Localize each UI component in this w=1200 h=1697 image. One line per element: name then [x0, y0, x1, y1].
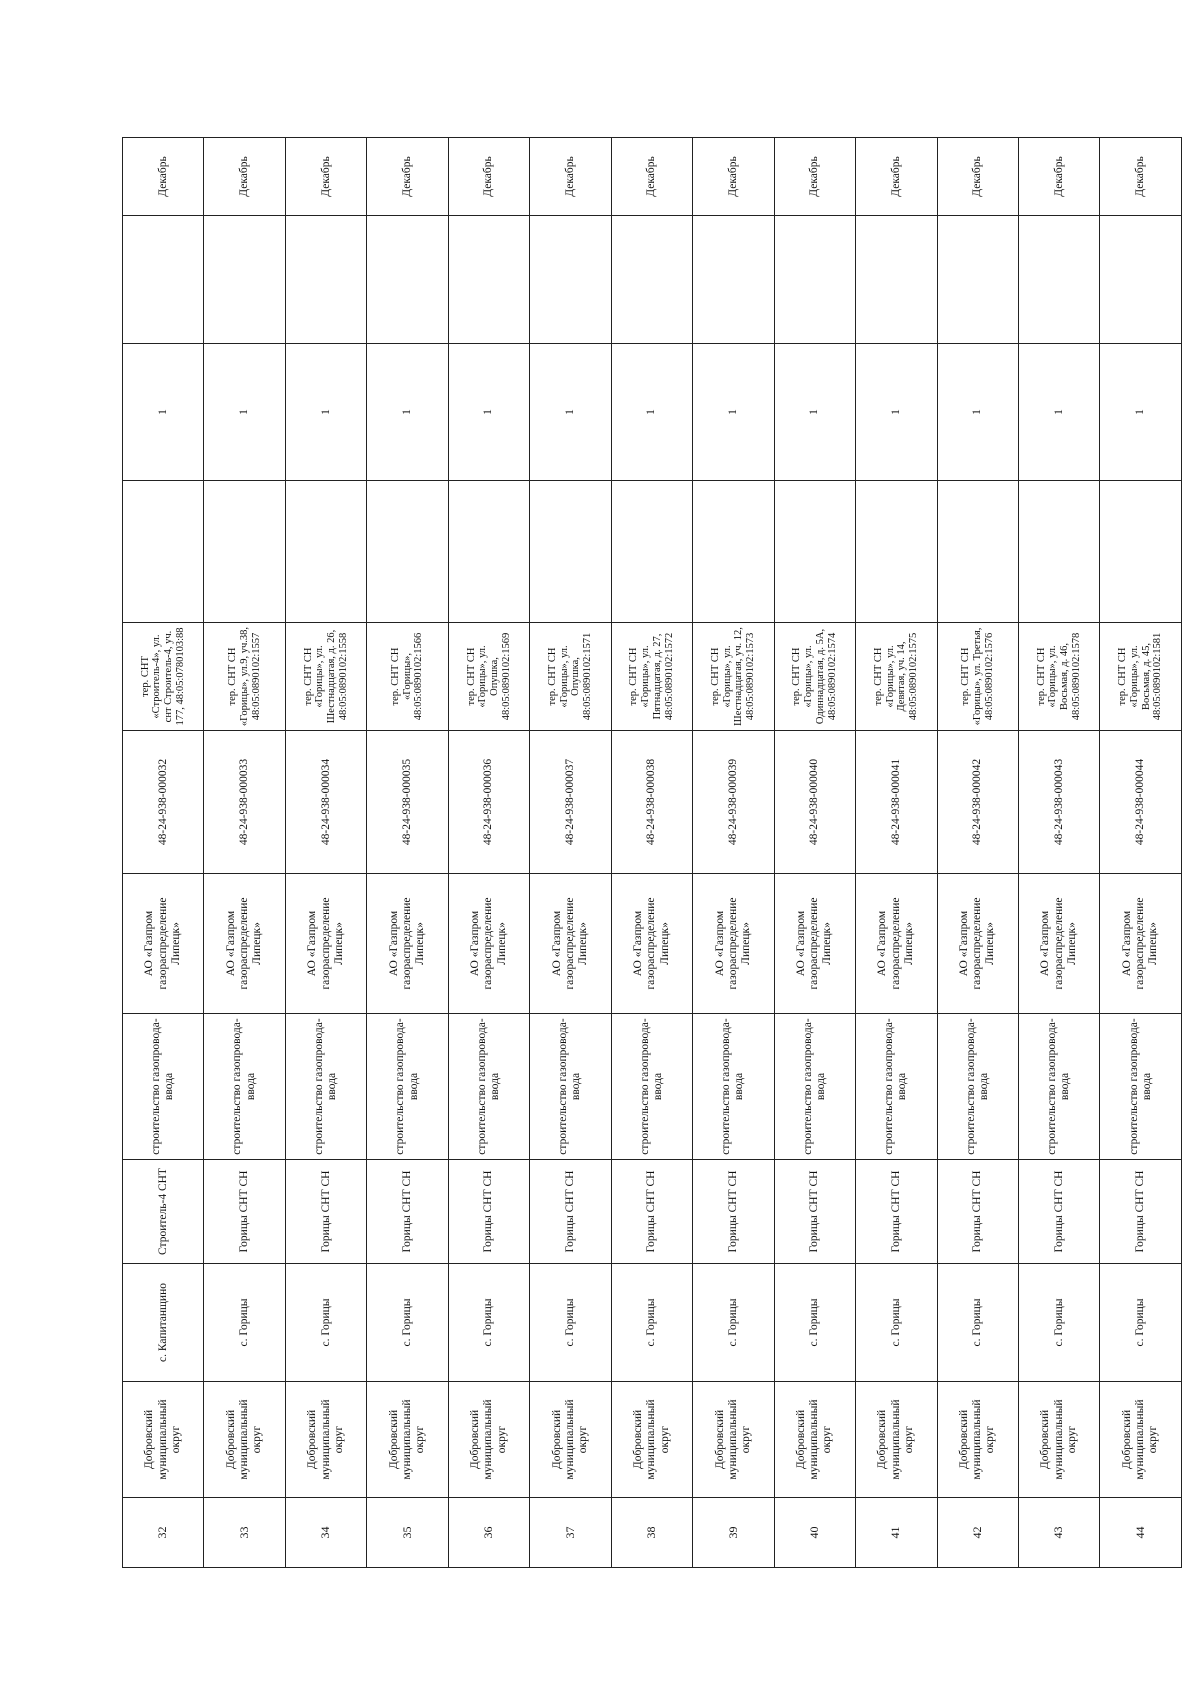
quantity-cell: 1	[204, 344, 285, 481]
work-type-cell: строительство газопровода-ввода	[204, 1014, 285, 1160]
settlement-cell: с. Горицы	[856, 1264, 937, 1382]
work-type-cell: строительство газопровода-ввода	[530, 1014, 611, 1160]
row-number: 36	[448, 1498, 529, 1568]
empty-cell	[937, 216, 1018, 344]
work-type-cell: строительство газопровода-ввода	[1018, 1014, 1099, 1160]
empty-cell	[123, 481, 204, 623]
code-cell: 48-24-938-000036	[448, 731, 529, 874]
code-cell: 48-24-938-000044	[1100, 731, 1182, 874]
settlement-cell: с. Горицы	[611, 1264, 692, 1382]
quantity-cell: 1	[611, 344, 692, 481]
empty-cell	[1100, 481, 1182, 623]
object-cell: Горицы СНТ СН	[530, 1160, 611, 1264]
work-type-cell: строительство газопровода-ввода	[285, 1014, 366, 1160]
quantity-cell: 1	[937, 344, 1018, 481]
code-cell: 48-24-938-000037	[530, 731, 611, 874]
empty-cell	[693, 481, 774, 623]
object-cell: Горицы СНТ СН	[285, 1160, 366, 1264]
empty-cell	[123, 216, 204, 344]
month-cell: Декабрь	[448, 138, 529, 216]
empty-cell	[856, 481, 937, 623]
empty-cell	[774, 481, 855, 623]
row-number: 33	[204, 1498, 285, 1568]
settlement-cell: с. Горицы	[367, 1264, 448, 1382]
table-row	[1100, 138, 1182, 1568]
district-cell: Добровский муниципальный округ	[285, 1382, 366, 1498]
settlement-cell: с. Горицы	[285, 1264, 366, 1382]
address-cell: тер. СНТ СН «Горицы», ул. Одиннадцатая, д. 5А, 48:05:0890102:1574	[774, 623, 855, 731]
row-number: 38	[611, 1498, 692, 1568]
address-cell: тер. СНТ СН «Горицы», 48:05:0890102:1566	[367, 623, 448, 731]
table-row	[204, 138, 285, 1568]
object-cell: Горицы СНТ СН	[611, 1160, 692, 1264]
empty-cell	[448, 481, 529, 623]
table-row	[611, 138, 692, 1568]
district-cell: Добровский муниципальный округ	[937, 1382, 1018, 1498]
empty-cell	[1100, 216, 1182, 344]
district-cell: Добровский муниципальный округ	[1100, 1382, 1182, 1498]
month-cell: Декабрь	[285, 138, 366, 216]
quantity-cell: 1	[1100, 344, 1182, 481]
row-number: 40	[774, 1498, 855, 1568]
settlement-cell: с. Горицы	[1018, 1264, 1099, 1382]
object-cell: Горицы СНТ СН	[937, 1160, 1018, 1264]
district-cell: Добровский муниципальный округ	[530, 1382, 611, 1498]
district-cell: Добровский муниципальный округ	[856, 1382, 937, 1498]
address-cell: тер. СНТ СН «Горицы», ул. Девятая, уч. 14, 48:05:0890102:1575	[856, 623, 937, 731]
empty-cell	[204, 216, 285, 344]
quantity-cell: 1	[367, 344, 448, 481]
empty-cell	[693, 216, 774, 344]
address-cell: тер. СНТ СН «Горицы», ул. Шестнадцатая, уч. 12, 48:05:0890102:1573	[693, 623, 774, 731]
quantity-cell: 1	[285, 344, 366, 481]
empty-cell	[611, 216, 692, 344]
empty-cell	[611, 481, 692, 623]
month-cell: Декабрь	[693, 138, 774, 216]
month-cell: Декабрь	[1018, 138, 1099, 216]
empty-cell	[285, 481, 366, 623]
row-number: 39	[693, 1498, 774, 1568]
row-number: 35	[367, 1498, 448, 1568]
empty-cell	[367, 481, 448, 623]
gas-pipeline-plan-table	[122, 137, 1182, 1568]
settlement-cell: с. Горицы	[1100, 1264, 1182, 1382]
quantity-cell: 1	[774, 344, 855, 481]
row-number: 43	[1018, 1498, 1099, 1568]
code-cell: 48-24-938-000035	[367, 731, 448, 874]
district-cell: Добровский муниципальный округ	[204, 1382, 285, 1498]
empty-cell	[367, 216, 448, 344]
work-type-cell: строительство газопровода-ввода	[611, 1014, 692, 1160]
object-cell: Горицы СНТ СН	[1100, 1160, 1182, 1264]
address-cell: тер. СНТ СН «Горицы», ул. Третья, 48:05:0890102:1576	[937, 623, 1018, 731]
month-cell: Декабрь	[367, 138, 448, 216]
object-cell: Горицы СНТ СН	[774, 1160, 855, 1264]
district-cell: Добровский муниципальный округ	[448, 1382, 529, 1498]
settlement-cell: с. Горицы	[937, 1264, 1018, 1382]
district-cell: Добровский муниципальный округ	[1018, 1382, 1099, 1498]
work-type-cell: строительство газопровода-ввода	[448, 1014, 529, 1160]
address-cell: тер. СНТ «Строитель-4», ул. снт Строитель-4, уч. 177, 48:05:0780103:88	[123, 623, 204, 731]
code-cell: 48-24-938-000038	[611, 731, 692, 874]
work-type-cell: строительство газопровода-ввода	[1100, 1014, 1182, 1160]
rotated-page	[122, 138, 1182, 1568]
organization-cell: АО «Газпром газораспределение Липецк»	[123, 874, 204, 1014]
organization-cell: АО «Газпром газораспределение Липецк»	[1100, 874, 1182, 1014]
empty-cell	[530, 481, 611, 623]
district-cell: Добровский муниципальный округ	[774, 1382, 855, 1498]
organization-cell: АО «Газпром газораспределение Липецк»	[285, 874, 366, 1014]
code-cell: 48-24-938-000043	[1018, 731, 1099, 874]
district-cell: Добровский муниципальный округ	[123, 1382, 204, 1498]
organization-cell: АО «Газпром газораспределение Липецк»	[530, 874, 611, 1014]
settlement-cell: с. Горицы	[530, 1264, 611, 1382]
empty-cell	[774, 216, 855, 344]
organization-cell: АО «Газпром газораспределение Липецк»	[693, 874, 774, 1014]
quantity-cell: 1	[530, 344, 611, 481]
quantity-cell: 1	[448, 344, 529, 481]
row-number: 32	[123, 1498, 204, 1568]
code-cell: 48-24-938-000032	[123, 731, 204, 874]
object-cell: Строитель-4 СНТ	[123, 1160, 204, 1264]
quantity-cell: 1	[1018, 344, 1099, 481]
empty-cell	[448, 216, 529, 344]
empty-cell	[1018, 216, 1099, 344]
month-cell: Декабрь	[856, 138, 937, 216]
work-type-cell: строительство газопровода-ввода	[693, 1014, 774, 1160]
work-type-cell: строительство газопровода-ввода	[367, 1014, 448, 1160]
work-type-cell: строительство газопровода-ввода	[774, 1014, 855, 1160]
address-cell: тер. СНТ СН «Горицы», ул. Пятнадцатая, д. 27, 48:05:0890102:1572	[611, 623, 692, 731]
table-row	[774, 138, 855, 1568]
address-cell: тер. СНТ СН «Горицы», ул. Восьмая, д. 46, 48:05:0890102:1578	[1018, 623, 1099, 731]
table-row	[285, 138, 366, 1568]
code-cell: 48-24-938-000042	[937, 731, 1018, 874]
quantity-cell: 1	[123, 344, 204, 481]
table-row	[693, 138, 774, 1568]
settlement-cell: с. Горицы	[774, 1264, 855, 1382]
organization-cell: АО «Газпром газораспределение Липецк»	[204, 874, 285, 1014]
organization-cell: АО «Газпром газораспределение Липецк»	[367, 874, 448, 1014]
empty-cell	[530, 216, 611, 344]
district-cell: Добровский муниципальный округ	[611, 1382, 692, 1498]
code-cell: 48-24-938-000040	[774, 731, 855, 874]
settlement-cell: с. Горицы	[204, 1264, 285, 1382]
organization-cell: АО «Газпром газораспределение Липецк»	[774, 874, 855, 1014]
code-cell: 48-24-938-000039	[693, 731, 774, 874]
month-cell: Декабрь	[204, 138, 285, 216]
quantity-cell: 1	[856, 344, 937, 481]
month-cell: Декабрь	[123, 138, 204, 216]
address-cell: тер. СНТ СН «Горицы», ул. Опушка, 48:05:0890102:1569	[448, 623, 529, 731]
row-number: 44	[1100, 1498, 1182, 1568]
month-cell: Декабрь	[937, 138, 1018, 216]
table-row	[123, 138, 204, 1568]
object-cell: Горицы СНТ СН	[693, 1160, 774, 1264]
row-number: 34	[285, 1498, 366, 1568]
table-row	[856, 138, 937, 1568]
organization-cell: АО «Газпром газораспределение Липецк»	[1018, 874, 1099, 1014]
organization-cell: АО «Газпром газораспределение Липецк»	[856, 874, 937, 1014]
settlement-cell: с. Горицы	[693, 1264, 774, 1382]
organization-cell: АО «Газпром газораспределение Липецк»	[448, 874, 529, 1014]
row-number: 41	[856, 1498, 937, 1568]
address-cell: тер. СНТ СН «Горицы», ул. Опушка, 48:05:0890102:1571	[530, 623, 611, 731]
work-type-cell: строительство газопровода-ввода	[856, 1014, 937, 1160]
settlement-cell: с. Горицы	[448, 1264, 529, 1382]
organization-cell: АО «Газпром газораспределение Липецк»	[937, 874, 1018, 1014]
empty-cell	[1018, 481, 1099, 623]
work-type-cell: строительство газопровода-ввода	[123, 1014, 204, 1160]
row-number: 42	[937, 1498, 1018, 1568]
empty-cell	[856, 216, 937, 344]
quantity-cell: 1	[693, 344, 774, 481]
code-cell: 48-24-938-000033	[204, 731, 285, 874]
address-cell: тер. СНТ СН «Горицы», ул. Шестнадцатая, д. 26, 48:05:0890102:1558	[285, 623, 366, 731]
address-cell: тер. СНТ СН «Горицы», ул.9, уч.38, 48:05:0890102:1557	[204, 623, 285, 731]
work-type-cell: строительство газопровода-ввода	[937, 1014, 1018, 1160]
object-cell: Горицы СНТ СН	[856, 1160, 937, 1264]
table-row	[530, 138, 611, 1568]
settlement-cell: с. Капитанщино	[123, 1264, 204, 1382]
district-cell: Добровский муниципальный округ	[367, 1382, 448, 1498]
object-cell: Горицы СНТ СН	[448, 1160, 529, 1264]
table-row	[937, 138, 1018, 1568]
row-number: 37	[530, 1498, 611, 1568]
table-row	[1018, 138, 1099, 1568]
code-cell: 48-24-938-000034	[285, 731, 366, 874]
empty-cell	[285, 216, 366, 344]
empty-cell	[204, 481, 285, 623]
object-cell: Горицы СНТ СН	[1018, 1160, 1099, 1264]
object-cell: Горицы СНТ СН	[204, 1160, 285, 1264]
empty-cell	[937, 481, 1018, 623]
table-row	[448, 138, 529, 1568]
month-cell: Декабрь	[611, 138, 692, 216]
address-cell: тер. СНТ СН «Горицы», ул. Восьмая, д. 45, 48:05:0890102:1581	[1100, 623, 1182, 731]
object-cell: Горицы СНТ СН	[367, 1160, 448, 1264]
month-cell: Декабрь	[530, 138, 611, 216]
month-cell: Декабрь	[774, 138, 855, 216]
code-cell: 48-24-938-000041	[856, 731, 937, 874]
district-cell: Добровский муниципальный округ	[693, 1382, 774, 1498]
table-row	[367, 138, 448, 1568]
month-cell: Декабрь	[1100, 138, 1182, 216]
organization-cell: АО «Газпром газораспределение Липецк»	[611, 874, 692, 1014]
